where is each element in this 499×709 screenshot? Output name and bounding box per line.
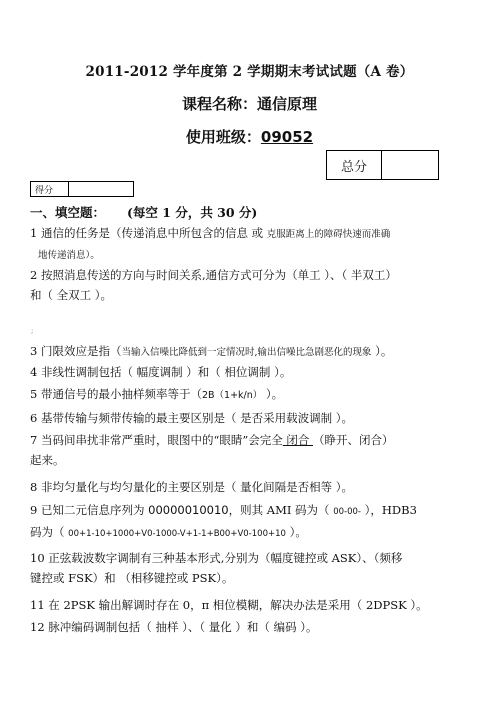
question-12: 12 脉冲编码调制包括（ 抽样 ）、（ 量化 ）和（ 编码 ）。: [30, 620, 318, 634]
question-text: 地传递消息）。: [38, 249, 100, 261]
section-score-box: [30, 181, 134, 197]
question-11: 11 在 2PSK 输出解调时存在 0，π 相位模糊，解决办法是采用（ 2DPSK ）。: [30, 598, 428, 612]
question-text: 码为（: [30, 524, 69, 539]
question-text: 9 已知二元信息序列为: [30, 503, 149, 517]
question-2: [30, 266, 445, 305]
question-text: 2B（1+k/n）: [201, 390, 263, 401]
question-text: ，则其 AMI 码为（: [228, 503, 334, 517]
section-heading: [30, 203, 257, 221]
question-text: （睁开、闭合）: [313, 433, 394, 447]
course-name: 课程名称：通信原理: [181, 95, 317, 113]
question-text: ）。: [285, 524, 307, 539]
question-text: 00-00-: [333, 507, 361, 517]
question-text: 当输入信噪比降低到一定情况时,输出信噪比急剧恶化的现象: [121, 347, 372, 358]
question-text: 和（ 全双工 ）。: [30, 287, 113, 302]
exam-title: 2011-2012 学年度第 2 学期期末考试试题（A 卷）: [85, 64, 414, 80]
question-10: [30, 549, 445, 588]
section-score-value: [69, 182, 133, 196]
question-1: [30, 224, 445, 265]
question-6: 6 基带传输与频带传输的最主要区别是（ 是否采用载波调制 ）。: [30, 411, 354, 425]
question-text: 1 通信的任务是（传递消息中所包含的信息 或: [30, 226, 267, 240]
question-4: 4 非线性调制包括（ 幅度调制 ）和（ 相位调制 ）。: [30, 365, 292, 379]
class-line: [0, 126, 499, 147]
question-text: 克服距离上的障碍快速而准确: [266, 229, 391, 240]
section-score-label: 得分: [31, 182, 69, 196]
question-3: [30, 342, 445, 363]
question-7: [30, 431, 445, 470]
stray-mark: ;: [31, 327, 34, 335]
question-text: 10 正弦载波数字调制有三种基本形式,分别为（幅度键控或 ASK）、（频移: [30, 551, 403, 565]
question-text: 3 门限效应是指（: [30, 344, 122, 358]
total-score-value: [382, 151, 438, 179]
question-text: ），HDB3: [361, 503, 417, 517]
question-text: 00+1-10+1000+V0-1000-V+1-1+B00+V0-100+10: [68, 528, 286, 539]
question-9: [30, 501, 445, 544]
question-5: [30, 385, 445, 406]
total-score-label: 总分: [327, 151, 382, 179]
question-text: ）。: [371, 344, 393, 358]
question-text: 起来。: [30, 452, 65, 467]
class-label: 使用班级：: [185, 128, 261, 146]
section-title: 一、填空题：: [30, 205, 106, 220]
question-text: 2 按照消息传送的方向与时间关系,通信方式可分为（单工 ）、（ 半双工）: [30, 268, 397, 282]
question-text: 00000010010: [148, 503, 229, 517]
question-answer: 闭合: [282, 433, 314, 447]
question-text: 7 当码间串扰非常严重时，眼图中的“眼睛”会完全: [30, 433, 283, 447]
question-text: 5 带通信号的最小抽样频率等于（: [30, 387, 202, 401]
question-text: ）。: [262, 387, 284, 401]
question-text: 键控或 FSK）和 （相移键控或 PSK）。: [30, 570, 234, 585]
class-code: 09052: [260, 128, 314, 146]
total-score-box: [326, 150, 439, 180]
section-note: (每空 1 分，共 30 分): [127, 205, 258, 220]
question-8: 8 非均匀量化与均匀量化的主要区别是（ 量化间隔是否相等 ）。: [30, 480, 354, 494]
